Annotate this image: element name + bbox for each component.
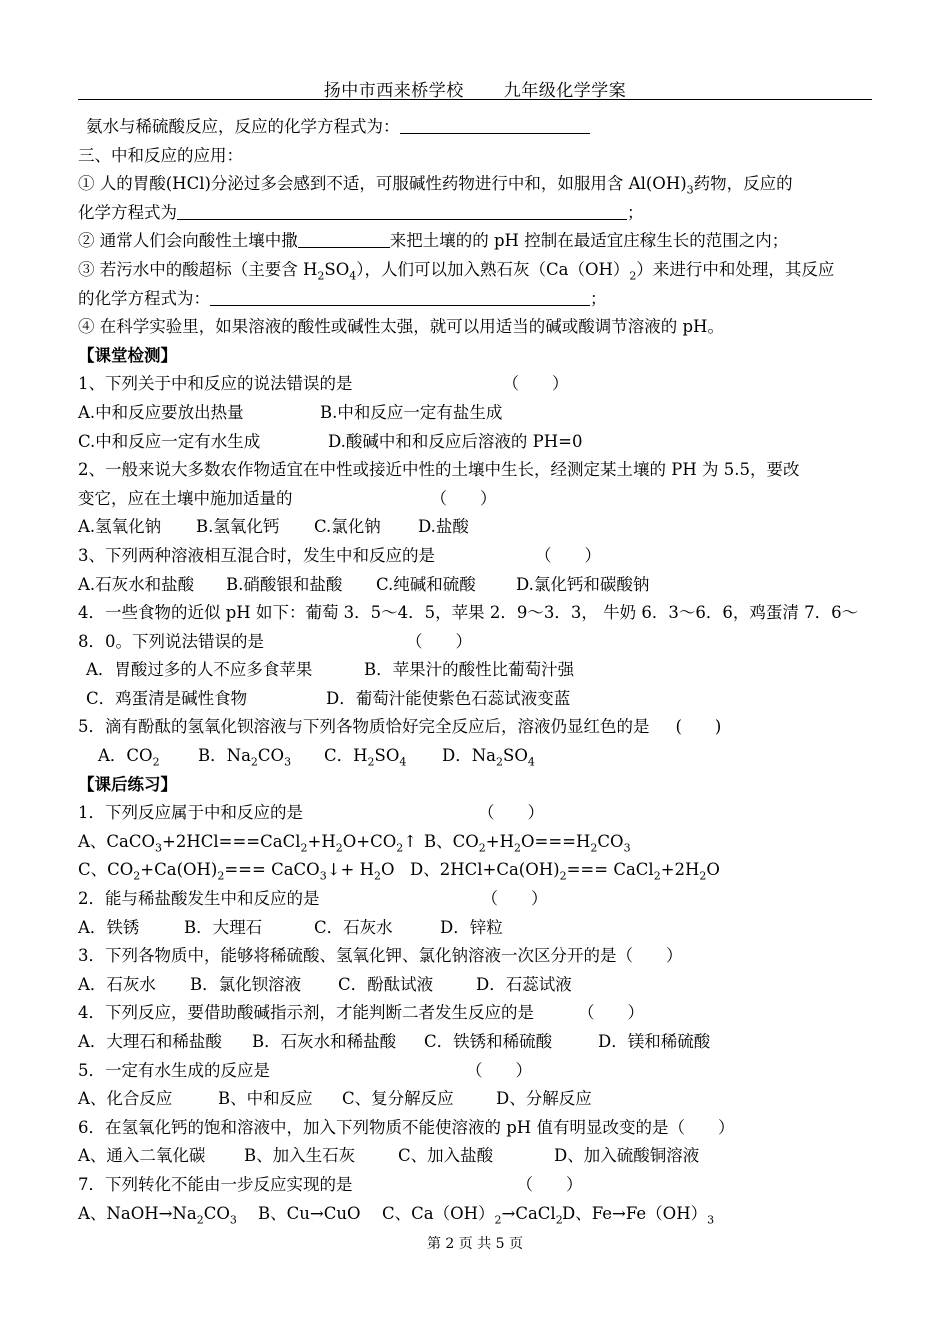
- option-c[interactable]: C．铁锈和稀硫酸: [424, 1032, 553, 1051]
- option-c[interactable]: C．酚酞试液: [338, 974, 434, 994]
- class-check-q3-options: [78, 571, 874, 600]
- option-d[interactable]: D、分解反应: [496, 1089, 592, 1109]
- document-body: [78, 113, 874, 1228]
- option-b[interactable]: B．苹果汁的酸性比葡萄汁强: [364, 660, 575, 680]
- page-header: [78, 76, 872, 101]
- option-b[interactable]: B．大理石: [184, 917, 263, 937]
- option-d[interactable]: D.酸碱中和和反应后溶液的 PH=0: [328, 431, 583, 451]
- answer-blank[interactable]: [400, 115, 590, 134]
- answer-blank[interactable]: [210, 287, 590, 306]
- option-a[interactable]: A．胃酸过多的人不应多食苹果: [86, 660, 313, 680]
- ammonia-question: 氨水与稀硫酸反应，反应的化学方程式为：: [78, 113, 874, 142]
- homework-q1-options-ab: [78, 828, 874, 857]
- homework-q1-options-cd: [78, 856, 874, 885]
- homework-q6: 6．在氢氧化钙的饱和溶液中，加入下列物质不能使溶液的 pH 值有明显改变的是（ ）: [78, 1117, 735, 1137]
- option-d[interactable]: D.氯化钙和碳酸钠: [516, 574, 650, 594]
- option-b[interactable]: B、$CO_2+H_2O===H_2CO_3$: [424, 831, 631, 855]
- answer-blank[interactable]: [298, 229, 390, 248]
- option-a[interactable]: A.中和反应要放出热量: [78, 402, 244, 422]
- option-a[interactable]: A．大理石和稀盐酸: [78, 1032, 222, 1051]
- class-check-q2-cont: 变它，应在土壤中施加适量的 （ ）: [78, 488, 497, 508]
- option-a[interactable]: A、通入二氧化碳: [78, 1146, 206, 1166]
- option-b[interactable]: B．石灰水和稀盐酸: [252, 1032, 397, 1051]
- class-check-q2-options: [78, 513, 874, 542]
- option-c[interactable]: C.纯碱和硫酸: [376, 574, 476, 594]
- answer-blank[interactable]: [177, 201, 627, 220]
- option-d[interactable]: D．石蕊试液: [476, 974, 572, 994]
- option-a[interactable]: A、$CaCO_3+2HCl===CaCl_2+H_2O+CO_2↑$: [78, 831, 418, 855]
- homework-q2: 2．能与稀盐酸发生中和反应的是 （ ）: [78, 889, 548, 909]
- homework-q4-options: [78, 1028, 874, 1057]
- option-b[interactable]: B．$Na_2CO_3$: [198, 746, 292, 769]
- homework-q3: 3．下列各物质中，能够将稀硫酸、氢氧化钾、氯化钠溶液一次区分开的是（ ）: [78, 946, 683, 966]
- class-check-q4-cont: 8．0。下列说法错误的是 （ ）: [78, 631, 472, 651]
- option-c[interactable]: C．$H_2SO_4$: [324, 746, 407, 769]
- option-c[interactable]: C.氯化钠: [314, 517, 381, 537]
- application-item-3: ③ 若污水中的酸超标（主要含 $H_2SO_4$），人们可以加入熟石灰$(Ca(OH)_2)$来进行中和处理，其反应: [78, 259, 835, 283]
- homework-q6-options: [78, 1142, 874, 1171]
- option-c[interactable]: C.中和反应一定有水生成: [78, 431, 261, 451]
- option-d[interactable]: D.盐酸: [418, 517, 469, 537]
- homework-q4: 4．下列反应，要借助酸碱指示剂，才能判断二者发生反应的是 （ ）: [78, 1003, 644, 1023]
- class-check-q4-options-cd: [78, 685, 874, 714]
- option-d[interactable]: D．$Na_2SO_4$: [442, 746, 535, 769]
- class-check-q5: 5．滴有酚酞的氢氧化钡溶液与下列各物质恰好完全反应后，溶液仍显红色的是 ( ): [78, 717, 722, 737]
- option-b[interactable]: B.中和反应一定有盐生成: [320, 402, 503, 422]
- option-d[interactable]: D、$Fe\to Fe(OH)_3$: [562, 1203, 715, 1226]
- option-c[interactable]: C．鸡蛋清是碱性食物: [86, 688, 248, 708]
- application-item-3-equation: 的化学方程式为： ；: [78, 288, 607, 308]
- option-a[interactable]: A、化合反应: [78, 1089, 173, 1109]
- option-b[interactable]: B、加入生石灰: [244, 1146, 356, 1166]
- option-b[interactable]: B.氢氧化钙: [196, 517, 280, 537]
- homework-q7: 7．下列转化不能由一步反应实现的是 （ ）: [78, 1174, 583, 1194]
- homework-title: 【课后练习】: [78, 774, 177, 794]
- option-b[interactable]: B、Cu→CuO: [258, 1203, 361, 1223]
- course-name: 九年级化学学案: [503, 81, 627, 101]
- page-footer: 第 2 页 共 5 页: [426, 1236, 524, 1252]
- homework-q1: 1．下列反应属于中和反应的是 （ ）: [78, 803, 544, 823]
- option-b[interactable]: B.硝酸银和盐酸: [226, 574, 343, 594]
- option-c[interactable]: C、$CO_2+Ca(OH)_2===$ CaCO$_3$↓+ $H_2O$: [78, 860, 395, 883]
- option-a[interactable]: A．铁锈: [78, 917, 140, 937]
- class-check-q5-options: [78, 742, 874, 771]
- application-item-4: ④ 在科学实验里，如果溶液的酸性或碱性太强，就可以用适当的碱或酸调节溶液的 pH。: [78, 317, 724, 337]
- homework-q5: 5．一定有水生成的反应是 （ ）: [78, 1060, 532, 1080]
- option-a[interactable]: A.氢氧化钠: [78, 517, 162, 537]
- option-d[interactable]: D．锌粒: [440, 917, 503, 937]
- option-c[interactable]: C、复分解反应: [342, 1089, 454, 1109]
- option-b[interactable]: B．氯化钡溶液: [190, 974, 302, 994]
- option-a[interactable]: A．石灰水: [78, 974, 156, 994]
- class-check-q4: 4．一些食物的近似 pH 如下：葡萄 3．5～4．5，苹果 2．9～3．3， 牛奶 6．3～6．6，鸡蛋清 7．6～: [78, 603, 859, 623]
- class-check-q1-options-cd: [78, 428, 874, 457]
- option-a[interactable]: A.石灰水和盐酸: [78, 574, 195, 594]
- header-rule: [78, 99, 872, 100]
- option-d[interactable]: D．葡萄汁能使紫色石蕊试液变蓝: [326, 688, 571, 708]
- class-check-title: 【课堂检测】: [78, 345, 177, 365]
- homework-q5-options: [78, 1085, 874, 1114]
- option-b[interactable]: B、中和反应: [218, 1089, 313, 1109]
- option-c[interactable]: C、$Ca(OH)_2\to CaCl_2$: [382, 1203, 563, 1226]
- class-check-q1-options-ab: [78, 399, 874, 428]
- class-check-q3: 3、下列两种溶液相互混合时，发生中和反应的是 （ ）: [78, 545, 601, 565]
- option-a[interactable]: A、$NaOH\to Na_2CO_3$: [78, 1203, 237, 1226]
- option-c[interactable]: C．石灰水: [314, 917, 393, 937]
- class-check-q4-options-ab: [78, 656, 874, 685]
- option-c[interactable]: C、加入盐酸: [398, 1146, 494, 1166]
- class-check-q1: 1、下列关于中和反应的说法错误的是 （ ）: [78, 374, 569, 394]
- option-d[interactable]: D．镁和稀硫酸: [598, 1032, 711, 1051]
- application-item-1: ① 人的胃酸(HCl)分泌过多会感到不适，可服碱性药物进行中和，如服用含 $Al(OH)_3$药物，反应的: [78, 174, 793, 197]
- homework-q7-options: [78, 1200, 874, 1229]
- option-a[interactable]: A．$CO_2$: [98, 746, 160, 769]
- homework-q3-options: [78, 971, 874, 1000]
- application-item-2: ② 通常人们会向酸性土壤中撒 来把土壤的的 pH 控制在最适宜庄稼生长的范围之内；: [78, 231, 789, 251]
- school-name: 扬中市西来桥学校: [323, 81, 464, 101]
- application-item-1-equation: 化学方程式为 ；: [78, 202, 644, 222]
- class-check-q2: 2、一般来说大多数农作物适宜在中性或接近中性的土壤中生长，经测定某土壤的 PH 为 5.5，要改: [78, 460, 800, 480]
- option-d[interactable]: D、加入硫酸铜溶液: [554, 1146, 700, 1166]
- application-title: 三、中和反应的应用：: [78, 145, 243, 165]
- homework-q2-options: [78, 914, 874, 943]
- option-d[interactable]: D、$2HCl+Ca(OH)_2===$ $CaCl_2+2H_2O$: [410, 860, 720, 883]
